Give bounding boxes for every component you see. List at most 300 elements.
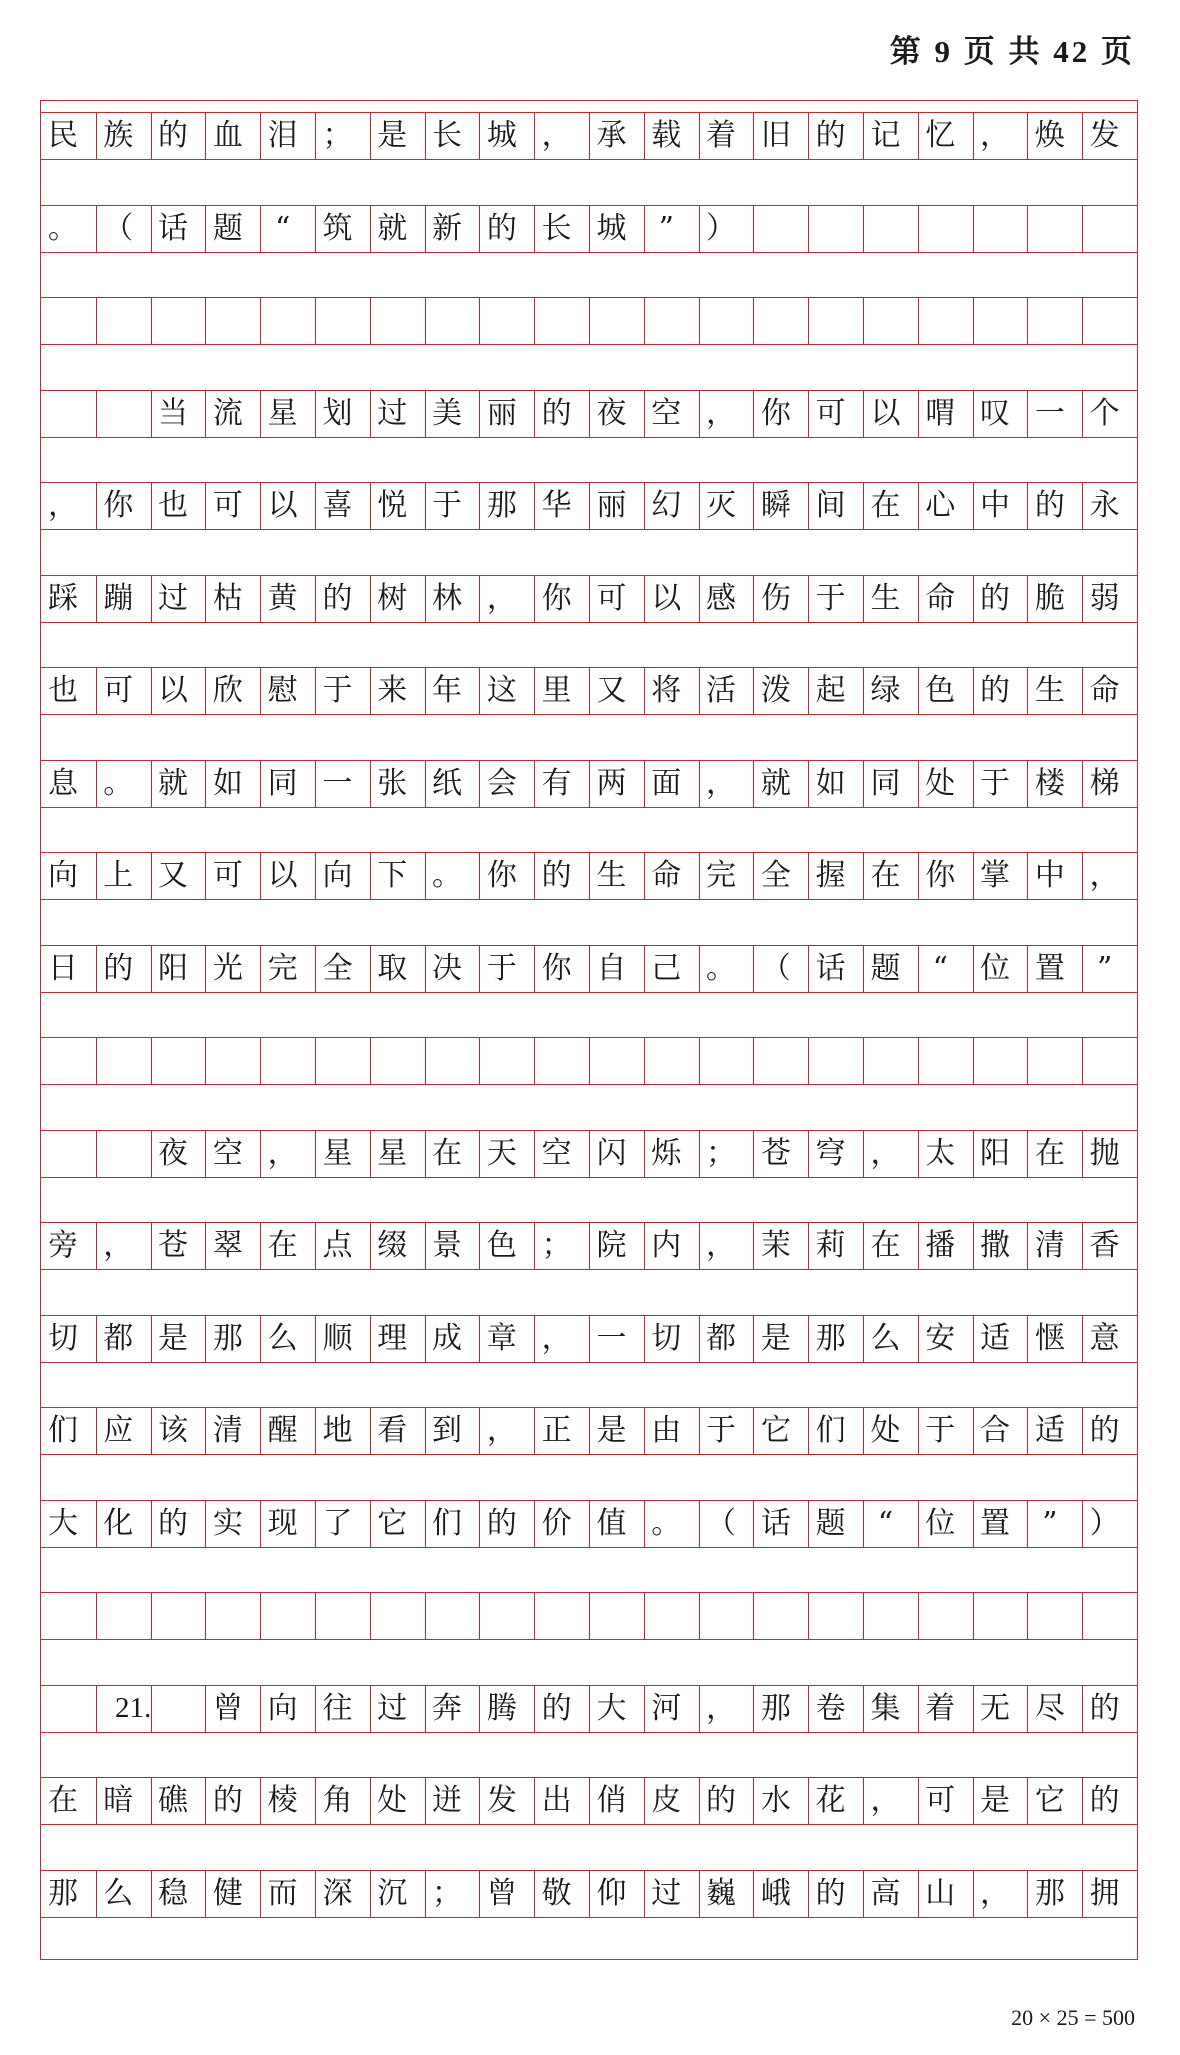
grid-row [41,1037,1137,1085]
grid-cell [41,1131,85,1177]
grid-cell: 峨 [753,1871,797,1917]
grid-cell: 华 [534,483,578,529]
grid-cell: 一 [315,761,359,807]
grid-cell: 永 [1082,483,1126,529]
grid-cell [808,1038,852,1084]
grid-cell: 腾 [479,1686,523,1732]
grid-cell: 忆 [918,113,962,159]
question-number: 21. [114,1691,152,1724]
grid-row [41,667,1137,715]
grid-row [41,945,1137,993]
grid-cell: 到 [425,1408,469,1454]
grid-cell: ， [260,1131,304,1177]
grid-cell: 拥 [1082,1871,1126,1917]
grid-cell: 血 [205,113,249,159]
grid-cell: 上 [96,853,140,899]
grid-cell: 过 [644,1871,688,1917]
grid-cell: 。 [96,761,140,807]
grid-cell: 光 [205,946,249,992]
grid-cell: 色 [918,668,962,714]
grid-cell: 的 [973,576,1017,622]
grid-cell: 这 [479,668,523,714]
grid-cell: 年 [425,668,469,714]
grid-cell: 题 [808,1501,852,1547]
grid-cell [260,298,304,344]
grid-cell [151,1038,195,1084]
grid-cell: 也 [151,483,195,529]
grid-cell: 于 [918,1408,962,1454]
grid-cell: 以 [863,391,907,437]
grid-cell: 旧 [753,113,797,159]
grid-cell: 于 [808,576,852,622]
grid-cell: 稳 [151,1871,195,1917]
grid-cell: 香 [1082,1223,1126,1269]
grid-cell [808,206,852,252]
grid-cell: 面 [644,761,688,807]
grid-cell: 过 [370,391,414,437]
grid-cell: 处 [863,1408,907,1454]
grid-cell: 们 [808,1408,852,1454]
grid-cell: 的 [808,113,852,159]
grid-cell: 发 [1082,113,1126,159]
grid-cell [96,1593,140,1639]
grid-cell [589,1593,633,1639]
grid-cell: 星 [260,391,304,437]
grid-cell: 看 [370,1408,414,1454]
grid-cell: 礁 [151,1778,195,1824]
grid-cell: 在 [425,1131,469,1177]
grid-cell: 悦 [370,483,414,529]
grid-cell [315,1038,359,1084]
grid-cell [644,298,688,344]
grid-cell: 闪 [589,1131,633,1177]
grid-cell: 的 [96,946,140,992]
grid-cell: 巍 [699,1871,743,1917]
grid-cell: 以 [644,576,688,622]
grid-cell: 的 [315,576,359,622]
grid-row [41,1222,1137,1270]
grid-cell: 下 [370,853,414,899]
grid-cell: 处 [370,1778,414,1824]
grid-cell: 章 [479,1316,523,1362]
grid-cell: 深 [315,1871,359,1917]
grid-size-note: 20 × 25 = 500 [1011,2005,1135,2030]
grid-cell: 曾 [205,1686,249,1732]
grid-cell: 大 [47,1505,78,1541]
grid-cell: 么 [260,1316,304,1362]
grid-cell: 有 [534,761,578,807]
grid-cell: 棱 [260,1778,304,1824]
grid-cell: 的 [808,1871,852,1917]
grid-cell: 缀 [370,1223,414,1269]
grid-cell [96,1131,140,1177]
grid-cell: 院 [589,1223,633,1269]
grid-cell: 角 [315,1778,359,1824]
grid-cell: 那 [205,1316,249,1362]
grid-cell: ， [699,1223,743,1269]
grid-cell: 以 [260,853,304,899]
grid-cell [479,298,523,344]
grid-cell: 的 [1082,1408,1126,1454]
grid-cell: 迸 [425,1778,469,1824]
grid-cell [151,1686,195,1732]
grid-cell: 你 [753,391,797,437]
grid-cell: 化 [96,1501,140,1547]
grid-cell [1027,1038,1071,1084]
grid-cell: 清 [205,1408,249,1454]
grid-cell: 梯 [1082,761,1126,807]
grid-cell: 以 [260,483,304,529]
grid-cell: 着 [699,113,743,159]
grid-cell: 正 [534,1408,578,1454]
grid-cell: 一 [589,1316,633,1362]
grid-cell: 纸 [425,761,469,807]
grid-cell: 完 [260,946,304,992]
grid-cell: 丽 [589,483,633,529]
grid-cell: 在 [1027,1131,1071,1177]
grid-cell [1082,1038,1126,1084]
grid-cell: （ [753,946,797,992]
grid-row [41,1685,1137,1733]
grid-cell: 丽 [479,391,523,437]
grid-cell: 是 [753,1316,797,1362]
grid-cell: 楼 [1027,761,1071,807]
grid-cell: 又 [151,853,195,899]
grid-cell: 置 [1027,946,1071,992]
grid-cell: 掌 [973,853,1017,899]
grid-cell: 可 [205,853,249,899]
grid-cell [1082,1593,1126,1639]
grid-cell: 幻 [644,483,688,529]
grid-cell: 来 [370,668,414,714]
grid-cell: 地 [315,1408,359,1454]
grid-cell: 间 [808,483,852,529]
grid-cell: 话 [151,206,195,252]
grid-row [41,1500,1137,1548]
grid-cell: 都 [96,1316,140,1362]
grid-cell [918,298,962,344]
grid-cell: 息 [47,765,78,801]
grid-cell: 的 [151,1501,195,1547]
grid-cell: 筑 [315,206,359,252]
grid-cell: 话 [753,1501,797,1547]
grid-row [41,760,1137,808]
grid-cell: 决 [425,946,469,992]
grid-cell: 是 [370,113,414,159]
grid-cell [589,298,633,344]
grid-cell [151,298,195,344]
grid-cell: 空 [534,1131,578,1177]
grid-cell: 太 [918,1131,962,1177]
grid-cell [479,1593,523,1639]
grid-cell: 集 [863,1686,907,1732]
grid-cell: 如 [205,761,249,807]
grid-cell [96,1038,140,1084]
grid-cell: 一 [1027,391,1071,437]
grid-cell: 慰 [260,668,304,714]
grid-cell [863,298,907,344]
grid-row [41,852,1137,900]
grid-cell: 族 [96,113,140,159]
grid-cell: 可 [205,483,249,529]
grid-cell: 出 [534,1778,578,1824]
grid-cell: 莉 [808,1223,852,1269]
grid-cell: 醒 [260,1408,304,1454]
grid-cell: 。 [425,853,469,899]
grid-cell: 里 [534,668,578,714]
grid-cell: 们 [47,1413,78,1448]
grid-cell [973,1593,1017,1639]
grid-cell: 惬 [1027,1316,1071,1362]
grid-cell: 了 [315,1501,359,1547]
grid-cell: “ [863,1501,907,1547]
grid-cell: 阳 [973,1131,1017,1177]
grid-cell [863,1038,907,1084]
grid-cell: 树 [370,576,414,622]
grid-cell: 切 [47,1320,78,1356]
grid-cell: ， [863,1131,907,1177]
grid-cell: ， [973,1871,1017,1917]
grid-cell: 全 [753,853,797,899]
grid-cell: ” [1082,946,1126,992]
grid-cell: 高 [863,1871,907,1917]
grid-cell: ） [699,206,743,252]
grid-cell: 的 [534,1686,578,1732]
grid-cell: 点 [315,1223,359,1269]
grid-cell: 在 [47,1783,78,1818]
grid-cell: 的 [151,113,195,159]
grid-cell: 健 [205,1871,249,1917]
grid-cell: 完 [699,853,743,899]
grid-cell: 水 [753,1778,797,1824]
grid-cell: 适 [1027,1408,1071,1454]
grid-cell: 于 [425,483,469,529]
grid-cell: 茉 [753,1223,797,1269]
grid-cell [918,1038,962,1084]
grid-cell [425,298,469,344]
grid-cell: 是 [589,1408,633,1454]
grid-cell: 着 [918,1686,962,1732]
grid-cell: 过 [151,576,195,622]
grid-cell: 枯 [205,576,249,622]
grid-cell: 黄 [260,576,304,622]
grid-cell: ” [1027,1501,1071,1547]
grid-cell [260,1593,304,1639]
grid-cell [534,298,578,344]
grid-cell: 奔 [425,1686,469,1732]
grid-cell: 沉 [370,1871,414,1917]
grid-cell: 实 [205,1501,249,1547]
grid-cell: 命 [1082,668,1126,714]
grid-cell: 应 [96,1408,140,1454]
grid-cell: 色 [479,1223,523,1269]
grid-cell: ， [973,113,1017,159]
grid-cell: 取 [370,946,414,992]
grid-cell: 穹 [808,1131,852,1177]
grid-cell: 阳 [151,946,195,992]
grid-cell: ， [534,113,578,159]
grid-cell: 花 [808,1778,852,1824]
grid-cell [1027,298,1071,344]
grid-cell [315,1593,359,1639]
grid-cell: 天 [479,1131,523,1177]
grid-cell: ， [699,391,743,437]
grid-cell: 苍 [151,1223,195,1269]
grid-cell: 那 [808,1316,852,1362]
grid-cell: 该 [151,1408,195,1454]
grid-row [41,1315,1137,1363]
grid-cell [315,298,359,344]
grid-cell: 喟 [918,391,962,437]
grid-cell: 起 [808,668,852,714]
grid-cell: ， [863,1778,907,1824]
grid-cell: 它 [1027,1778,1071,1824]
grid-cell [753,298,797,344]
grid-cell: 撒 [973,1223,1017,1269]
grid-cell: 烁 [644,1131,688,1177]
grid-cell [644,1038,688,1084]
grid-cell: 么 [96,1871,140,1917]
grid-cell [260,1038,304,1084]
grid-cell: 记 [863,113,907,159]
grid-cell: 夜 [151,1131,195,1177]
grid-cell: ， [96,1223,140,1269]
grid-cell: 你 [534,946,578,992]
grid-cell: 那 [1027,1871,1071,1917]
grid-cell: 你 [96,483,140,529]
grid-cell: 可 [918,1778,962,1824]
grid-cell: 个 [1082,391,1126,437]
grid-row [41,1592,1137,1640]
grid-cell: 翠 [205,1223,249,1269]
grid-cell: 值 [589,1501,633,1547]
grid-cell: 是 [151,1316,195,1362]
grid-cell: 在 [863,483,907,529]
grid-cell: 命 [918,576,962,622]
grid-cell: 理 [370,1316,414,1362]
grid-cell: 同 [863,761,907,807]
grid-cell: 的 [1082,1778,1126,1824]
grid-cell: 那 [753,1686,797,1732]
grid-cell: ； [315,113,359,159]
grid-cell: 清 [1027,1223,1071,1269]
grid-cell: 长 [534,206,578,252]
grid-cell: 它 [370,1501,414,1547]
grid-cell: 尽 [1027,1686,1071,1732]
grid-cell: 置 [973,1501,1017,1547]
grid-cell: 。 [699,946,743,992]
grid-cell: 命 [644,853,688,899]
grid-cell: 可 [589,576,633,622]
grid-cell [425,1593,469,1639]
grid-cell: 握 [808,853,852,899]
grid-cell: 星 [315,1131,359,1177]
grid-cell [753,206,797,252]
grid-cell: 于 [315,668,359,714]
grid-cell: ， [47,488,78,523]
grid-cell: 的 [205,1778,249,1824]
grid-cell: 长 [425,113,469,159]
grid-cell: 载 [644,113,688,159]
grid-cell [370,298,414,344]
grid-cell: 那 [47,1875,78,1911]
grid-cell: 现 [260,1501,304,1547]
grid-row [41,1870,1137,1918]
grid-cell [589,1038,633,1084]
grid-cell [41,1038,85,1084]
grid-cell: 夜 [589,391,633,437]
grid-cell: 如 [808,761,852,807]
grid-cell: 新 [425,206,469,252]
grid-cell: 切 [644,1316,688,1362]
grid-cell: 心 [918,483,962,529]
grid-cell: 们 [425,1501,469,1547]
grid-cell: 泼 [753,668,797,714]
grid-cell: 又 [589,668,633,714]
grid-cell: 中 [1027,853,1071,899]
grid-cell: 是 [973,1778,1017,1824]
grid-cell: 的 [534,391,578,437]
grid-cell: 播 [918,1223,962,1269]
grid-cell: ， [479,576,523,622]
grid-cell [699,1038,743,1084]
grid-cell: 当 [151,391,195,437]
grid-cell: 将 [644,668,688,714]
grid-cell [973,1038,1017,1084]
grid-cell: ； [425,1871,469,1917]
grid-cell: 以 [151,668,195,714]
grid-cell: 焕 [1027,113,1071,159]
grid-cell: ， [1082,853,1126,899]
grid-cell: 的 [973,668,1017,714]
grid-cell [534,1038,578,1084]
page-indicator: 第 9 页 共 42 页 [889,34,1135,69]
grid-cell: 暗 [96,1778,140,1824]
grid-cell: 往 [315,1686,359,1732]
grid-cell: 泪 [260,113,304,159]
grid-cell: 山 [918,1871,962,1917]
grid-cell: 中 [973,483,1017,529]
grid-cell: 承 [589,113,633,159]
grid-cell: 发 [479,1778,523,1824]
grid-cell: 全 [315,946,359,992]
grid-cell: 抛 [1082,1131,1126,1177]
grid-cell: 由 [644,1408,688,1454]
grid-row [41,297,1137,345]
grid-cell: 位 [918,1501,962,1547]
grid-cell: 城 [589,206,633,252]
grid-cell: 可 [808,391,852,437]
grid-cell: 。 [644,1501,688,1547]
grid-cell: 同 [260,761,304,807]
grid-cell: ， [699,761,743,807]
grid-cell: 么 [863,1316,907,1362]
grid-cell: 景 [425,1223,469,1269]
grid-cell: 生 [1027,668,1071,714]
grid-cell: 可 [96,668,140,714]
grid-cell: 苍 [753,1131,797,1177]
composition-grid [40,100,1138,1960]
grid-cell: “ [918,946,962,992]
grid-cell: 城 [479,113,523,159]
grid-cell: 向 [260,1686,304,1732]
grid-cell [973,298,1017,344]
grid-cell [699,298,743,344]
grid-cell: 就 [370,206,414,252]
grid-row [41,1407,1137,1455]
grid-cell: 适 [973,1316,1017,1362]
grid-cell: 张 [370,761,414,807]
